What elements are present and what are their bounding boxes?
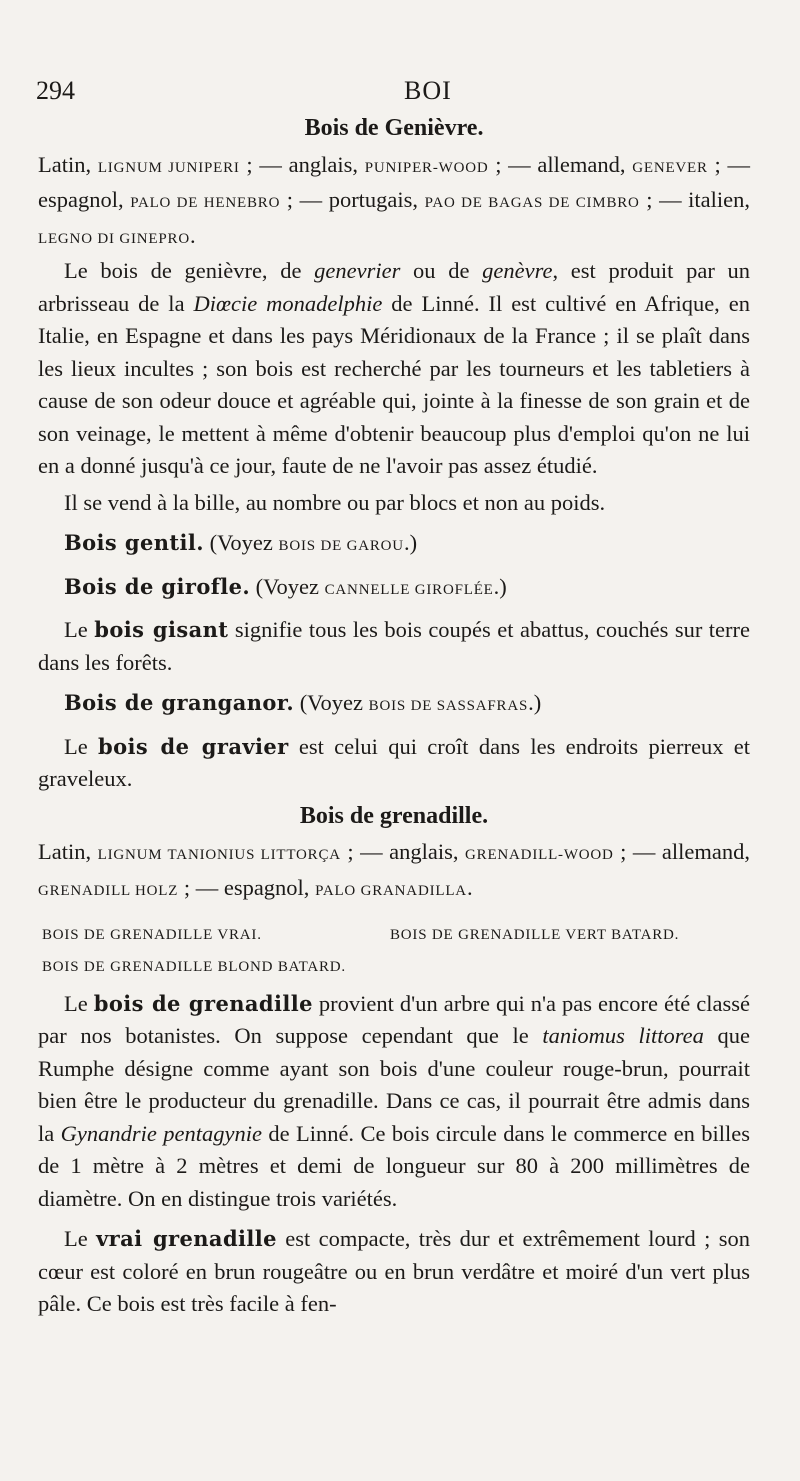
text: . — [466, 874, 473, 900]
variety-item: BOIS DE GRENADILLE VERT BATARD. — [390, 927, 680, 943]
text: de Linné. Ce bois circule dans le commerce en billes de 1 mètre à 2 mètres et demi de longueur sur 80 à 200 millimètres de diamètre. On en distingue trois variétés. — [38, 1120, 750, 1211]
english-name: PUNIPER-WOOD — [364, 159, 489, 176]
entry-term: bois gisant — [94, 617, 229, 642]
text: est celui qui croît dans les endroits pierreux et graveleux. — [38, 733, 750, 791]
paragraph-grenadille — [38, 988, 750, 1216]
text: .) — [528, 690, 542, 715]
cross-reference: BOIS DE GAROU — [278, 538, 404, 554]
variety-list — [38, 919, 750, 951]
text: (Voyez — [294, 690, 369, 715]
text: Le — [64, 733, 99, 759]
text: Le — [64, 1226, 97, 1251]
running-head: BOI — [404, 76, 452, 105]
entry-term: bois de grenadille — [93, 990, 313, 1016]
entry-term: Bois de girofle. — [64, 573, 251, 599]
text: .) — [493, 573, 507, 599]
text: (Voyez — [203, 530, 279, 555]
italic-term: genevrier — [314, 258, 401, 283]
entry-term: Bois de granganor. — [64, 690, 295, 715]
text: que Rumphe désigne comme ayant son bois d'une couleur rouge-brun, pourrait bien être le producteur du grenadille. Dans ce cas, il pourrait être admis dans la — [38, 1023, 750, 1146]
italic-term: genèvre — [482, 258, 553, 283]
german-name: GENEVER — [632, 159, 708, 176]
entry-term: bois de gravier — [98, 733, 289, 759]
italic-term: Diœcie monadelphie — [193, 290, 383, 316]
page-header — [36, 76, 756, 110]
variety-item: BOIS DE GRENADILLE VRAI. — [42, 927, 262, 943]
italic-term: taniomus littorea — [542, 1023, 704, 1048]
paragraph-genievre-sale: Il se vend à la bille, au nombre ou par blocs et non au poids. — [64, 489, 606, 515]
cross-reference: BOIS DE SASSAFRAS — [368, 698, 529, 714]
entry-gisant — [38, 614, 750, 679]
text: ; — italien, — [639, 187, 751, 212]
latin-name: LIGNUM JUNIPERI — [97, 159, 240, 176]
text: ; — allemand, — [613, 839, 751, 864]
portuguese-name: PAO DE BAGAS DE CIMBRO — [424, 195, 640, 211]
entry-title-grenadille: Bois de grenadille. — [299, 802, 489, 829]
text: de Linné. Il est cultivé en Afrique, en Italie, en Espagne et dans les pays Méridionaux de la France ; il se plaît dans les lieux incultes ; son bois est recherché par les tourneurs et les tabletiers à cause de son odeur douce et agréable qui, jointe à la finesse de son grain et de son veinage, le mettent à même d'obtenir beaucoup plus d'emploi qu'on ne lui en a donné jusqu'à ce jour, faute de ne l'avoir pas assez étudié. — [38, 290, 750, 478]
text: Le bois de genièvre, de — [64, 258, 315, 283]
paragraph-vrai-grenadille — [38, 1223, 750, 1321]
text: Le — [64, 990, 94, 1016]
cross-reference: CANNELLE GIROFLÉE — [324, 581, 494, 598]
page-content — [38, 112, 750, 1321]
entry-gravier — [38, 731, 750, 796]
entry-title-genievre: Bois de Genièvre. — [304, 115, 484, 141]
text: ; — allemand, — [488, 151, 633, 177]
entry-granganor — [38, 687, 750, 723]
text: ; — portugais, — [280, 187, 425, 212]
text: . — [189, 222, 196, 248]
text: provient d'un arbre qui n'a pas encore été classé par nos botanistes. On suppose cependant que le — [38, 990, 750, 1048]
text: ; — anglais, — [340, 839, 466, 864]
spanish-name: PALO GRANADILLA — [315, 882, 467, 899]
text: est compacte, très dur et extrêmement lourd ; son cœur est coloré en brun rougeâtre ou en brun verdâtre et moiré d'un vert plus pâle. Ce bois est très facile à fen- — [38, 1226, 750, 1316]
text: ou de — [400, 258, 483, 283]
page-number: 294 — [36, 76, 75, 105]
text: , est produit par un arbrisseau de la — [38, 258, 750, 316]
text: ; — espagnol, — [38, 151, 751, 212]
text: (Voyez — [250, 573, 325, 599]
synonyms-genievre — [38, 149, 750, 256]
paragraph-genievre — [38, 255, 750, 483]
entry-girofle — [38, 571, 750, 607]
latin-name: LIGNUM TANIONIUS LITTORÇA — [97, 847, 341, 863]
text: .) — [403, 530, 418, 555]
synonyms-grenadille — [38, 836, 750, 907]
spanish-name: PALO DE HENEBRO — [130, 195, 281, 211]
italic-term: Gynandrie pentagynie — [60, 1120, 262, 1146]
entry-term: vrai grenadille — [96, 1226, 277, 1251]
text: Le — [64, 617, 95, 642]
text: ; — anglais, — [239, 151, 365, 177]
german-name: GRENADILL HOLZ — [38, 882, 179, 899]
text: Latin, — [38, 151, 98, 177]
italian-name: LEGNO DI GINEPRO — [38, 230, 190, 247]
entry-term: Bois gentil. — [64, 530, 204, 555]
entry-gentil — [38, 527, 750, 563]
variety-item: BOIS DE GRENADILLE BLOND BATARD. — [42, 959, 346, 975]
text: Latin, — [38, 839, 98, 864]
text: signifie tous les bois coupés et abattus, couchés sur terre dans les forêts. — [38, 617, 751, 675]
english-name: GRENADILL-WOOD — [465, 847, 614, 863]
text: ; — espagnol, — [178, 874, 316, 900]
